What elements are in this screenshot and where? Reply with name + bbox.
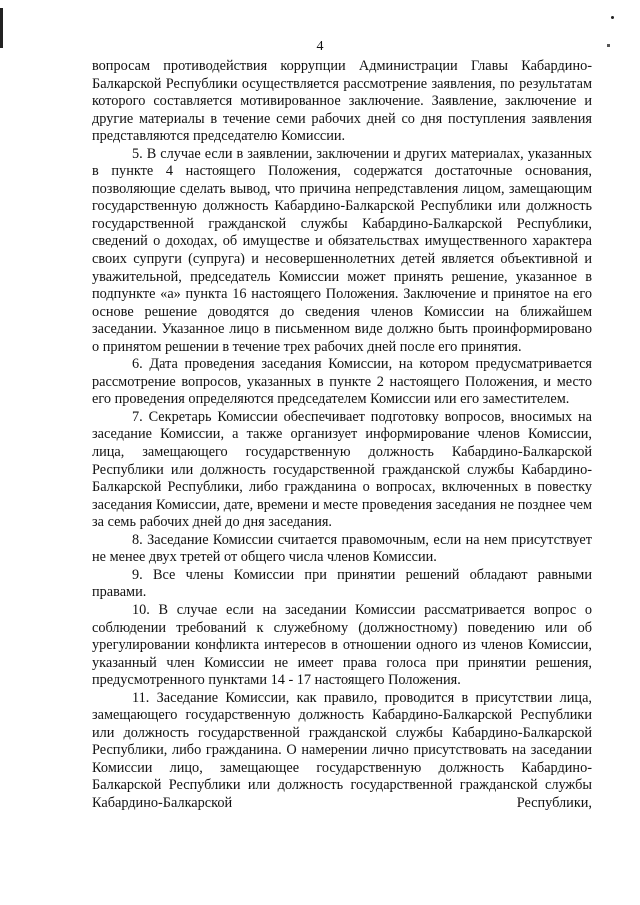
paragraph-9: 9. Все члены Комиссии при принятии решений обладают равными правами. [92, 566, 592, 601]
paragraph-11: 11. Заседание Комиссии, как правило, проводится в присутствии лица, замещающего государственную должность Кабардино-Балкарской Республики или должность государственной гражданской службы Кабардино-Балкарской Республики, либо гражданина. О намерении лично присутствовать на заседании Комиссии лицо, замещающее государственную должность Кабардино-Балкарской Республики или должность государственной гражданской службы Кабардино-Балкарской Республики, [92, 689, 592, 811]
paragraph-7: 7. Секретарь Комиссии обеспечивает подготовку вопросов, вносимых на заседание Комиссии, а также организует информирование членов Комиссии, лица, замещающего государственную должность Кабардино-Балкарской Республики или должность государственной гражданской службы Кабардино-Балкарской Республики, либо гражданина о вопросах, включенных в повестку заседания Комиссии, дате, времени и месте проведения заседания не позднее чем за семь рабочих дней до дня заседания. [92, 408, 592, 531]
paragraph-5: 5. В случае если в заявлении, заключении и других материалах, указанных в пункте 4 настоящего Положения, содержатся достаточные основания, позволяющие сделать вывод, что причина непредставления лицом, замещающим государственную должность Кабардино-Балкарской Республики или должность государственной гражданской службы Кабардино-Балкарской Республики, сведений о доходах, об имуществе и обязательствах имущественного характера своих супруги (супруга) и несовершеннолетних детей является объективной и уважительной, председатель Комиссии может принять решение, указанное в подпункте «а» пункта 16 настоящего Положения. Заключение и принятое на его основе решение доводятся до сведения членов Комиссии на ближайшем заседании. Указанное лицо в письменном виде должно быть проинформировано о принятом решении в течение трех рабочих дней после его принятия. [92, 145, 592, 355]
paragraph-10: 10. В случае если на заседании Комиссии рассматривается вопрос о соблюдении требований к служебному (должностному) поведению или об урегулировании конфликта интересов в отношении одного из членов Комиссии, указанный член Комиссии не имеет права голоса при принятии решения, предусмотренного пунктами 14 - 17 настоящего Положения. [92, 601, 592, 689]
paragraph-8: 8. Заседание Комиссии считается правомочным, если на нем присутствует не менее двух третей от общего числа членов Комиссии. [92, 531, 592, 566]
paragraph-6: 6. Дата проведения заседания Комиссии, на котором предусматривается рассмотрение вопросов, указанных в пункте 2 настоящего Положения, и место его проведения определяются председателем Комиссии или его заместителем. [92, 356, 592, 408]
scan-dot-mark [611, 16, 614, 19]
document-body [92, 58, 592, 813]
paragraph-continuation: вопросам противодействия коррупции Администрации Главы Кабардино-Балкарской Республики осуществляется рассмотрение заявления, по результатам которого составляется мотивированное заключение. Заявление, заключение и другие материалы в течение семи рабочих дней со дня поступления заявления представляются председателю Комиссии. [92, 58, 592, 145]
page-number: 4 [316, 39, 324, 54]
